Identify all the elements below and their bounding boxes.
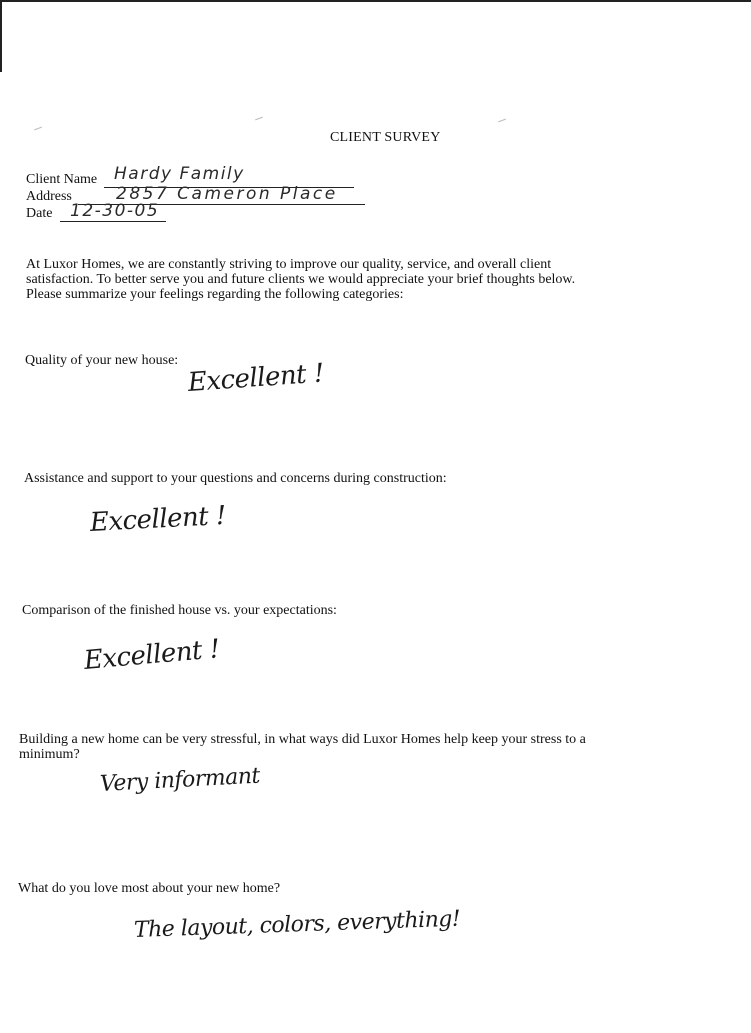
intro-paragraph [26, 257, 626, 302]
answer-stress: Very informant [99, 763, 261, 797]
scan-edge-left [0, 0, 2, 72]
answer-comparison: Excellent ! [82, 634, 221, 676]
document-title: CLIENT SURVEY [330, 130, 441, 145]
answer-assistance: Excellent ! [89, 500, 227, 538]
scan-edge-top [0, 0, 751, 2]
date-line [60, 221, 166, 222]
question-stress [19, 732, 586, 762]
address-value: 2857 Cameron Place [116, 184, 338, 204]
scan-speck [255, 117, 263, 121]
question-stress-line-2: minimum? [19, 747, 80, 762]
intro-line-1: At Luxor Homes, we are constantly striving to improve our quality, service, and overall client [26, 257, 552, 272]
question-quality: Quality of your new house: [25, 353, 179, 368]
client-name-value: Hardy Family [114, 164, 245, 184]
client-name-label: Client Name [26, 172, 98, 187]
scan-speck [34, 127, 42, 131]
intro-line-2: satisfaction. To better serve you and future clients we would appreciate your brief thoughts below. [26, 272, 576, 287]
question-stress-line-1: Building a new home can be very stressful, in what ways did Luxor Homes help keep your stress to a [19, 732, 586, 747]
question-love-most: What do you love most about your new home? [18, 881, 281, 896]
date-label: Date [26, 206, 53, 221]
question-assistance: Assistance and support to your questions and concerns during construction: [24, 471, 447, 486]
scan-speck [498, 119, 506, 123]
answer-love-most: The layout, colors, everything! [133, 906, 461, 943]
intro-line-3: Please summarize your feelings regarding the following categories: [26, 287, 404, 302]
address-label: Address [26, 189, 72, 204]
answer-quality: Excellent ! [186, 358, 325, 398]
question-comparison: Comparison of the finished house vs. your expectations: [22, 603, 337, 618]
date-value: 12-30-05 [70, 201, 160, 221]
